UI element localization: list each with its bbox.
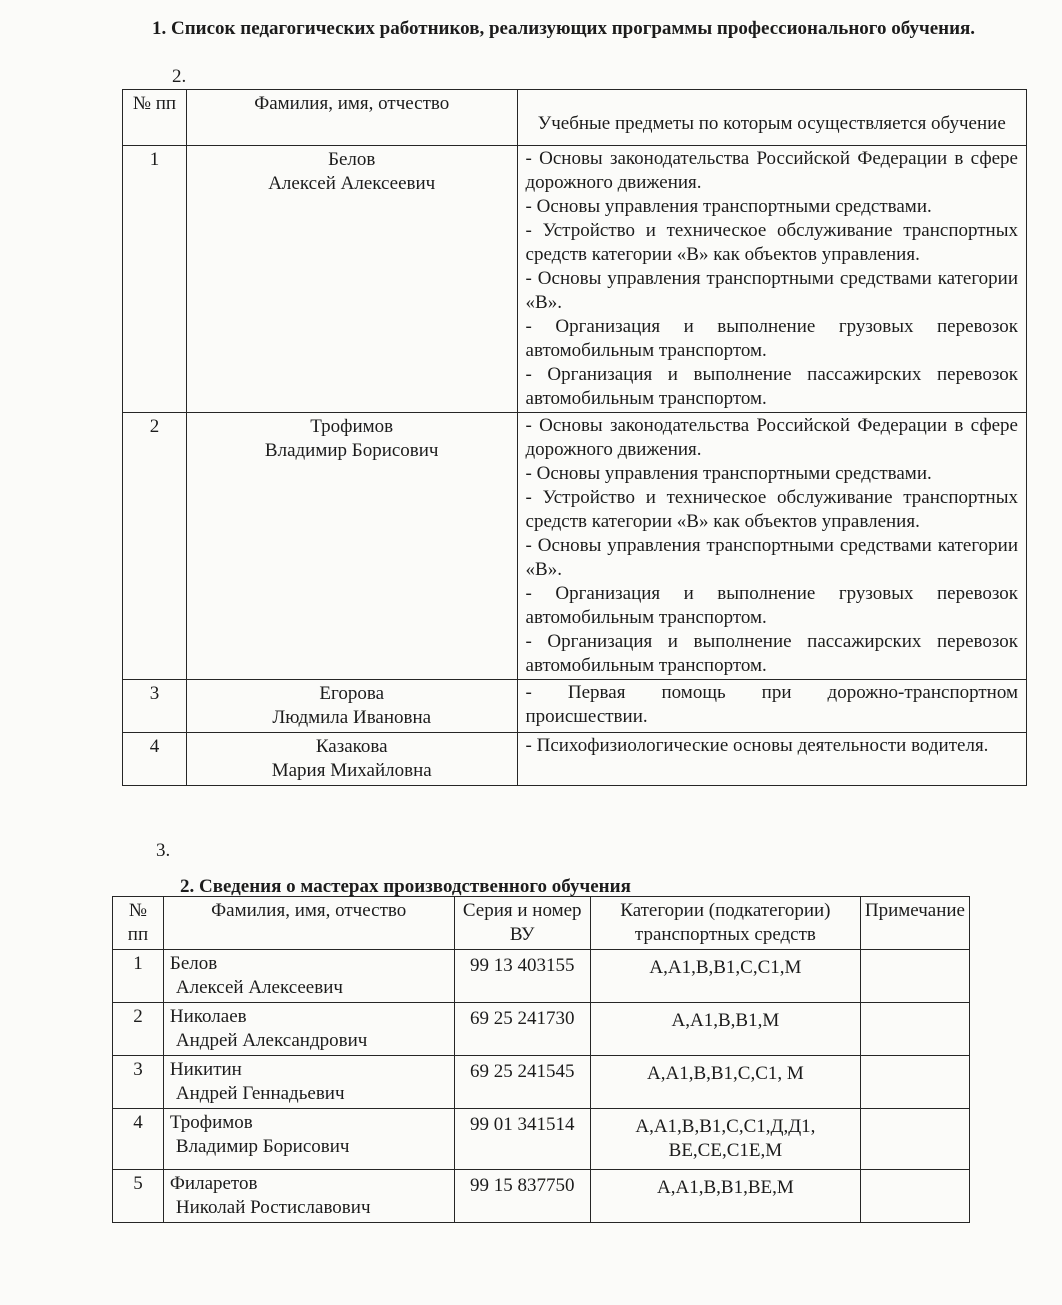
master-surname: Филаретов	[169, 1173, 258, 1194]
teacher-subjects	[517, 680, 1026, 733]
teacher-name-line: Белов	[328, 149, 376, 170]
table-row	[113, 1056, 970, 1109]
master-name	[163, 1056, 454, 1109]
table-row	[123, 680, 1027, 733]
vehicle-categories: А,А1,В,В1,ВЕ,М	[590, 1170, 860, 1223]
master-name	[163, 1170, 454, 1223]
subject-item: - Психофизиологические основы деятельности водителя.	[525, 735, 989, 756]
note-cell	[860, 1056, 969, 1109]
note-cell	[860, 1170, 969, 1223]
masters-table-header	[113, 897, 970, 950]
master-given-names: Николай Ростиславович	[175, 1197, 371, 1218]
section2-title: 2. Сведения о мастерах производственного обучения	[180, 876, 631, 897]
header-num: № пп	[123, 90, 187, 146]
table-row	[123, 146, 1027, 413]
header-note: Примечание	[860, 897, 969, 950]
vehicle-categories: А,А1,В,В1,С,С1, М	[590, 1056, 860, 1109]
teacher-name-line: Алексей Алексеевич	[268, 173, 436, 194]
subject-item: - Основы управления транспортными средствами категории «В».	[525, 535, 1018, 580]
teacher-name-line: Людмила Ивановна	[272, 707, 432, 728]
subject-item: - Первая помощь при дорожно-транспортном происшествии.	[525, 682, 1018, 727]
header-subjects: Учебные предметы по которым осуществляется обучение	[517, 90, 1026, 146]
subject-item: - Организация и выполнение пассажирских перевозок автомобильным транспортом.	[525, 631, 1018, 676]
subject-item: - Организация и выполнение грузовых перевозок автомобильным транспортом.	[525, 316, 1018, 361]
header-name: Фамилия, имя, отчество	[186, 90, 517, 146]
table-row	[113, 1109, 970, 1170]
table-row	[113, 950, 970, 1003]
teacher-name-line: Владимир Борисович	[264, 440, 439, 461]
license-series-number: 99 15 837750	[454, 1170, 590, 1223]
masters-table	[112, 896, 970, 1223]
row-number: 4	[123, 733, 187, 786]
vehicle-categories: А,А1,В,В1,С,С1,Д,Д1, ВЕ,СЕ,С1Е,М	[590, 1109, 860, 1170]
license-series-number: 99 13 403155	[454, 950, 590, 1003]
teacher-name-line: Трофимов	[310, 416, 394, 437]
master-given-names: Алексей Алексеевич	[175, 977, 343, 998]
master-name	[163, 1003, 454, 1056]
row-number: 3	[123, 680, 187, 733]
row-number: 2	[123, 413, 187, 680]
vehicle-categories: А,А1,В,В1,М	[590, 1003, 860, 1056]
master-surname: Никитин	[169, 1059, 242, 1080]
master-given-names: Андрей Геннадьевич	[175, 1083, 345, 1104]
teacher-name	[186, 146, 517, 413]
subject-item: - Основы управления транспортными средствами категории «В».	[525, 268, 1018, 313]
master-surname: Белов	[169, 953, 218, 974]
table-row	[113, 1003, 970, 1056]
teacher-name	[186, 733, 517, 786]
note-cell	[860, 1109, 969, 1170]
license-series-number: 69 25 241545	[454, 1056, 590, 1109]
master-name	[163, 950, 454, 1003]
subject-item: - Организация и выполнение пассажирских перевозок автомобильным транспортом.	[525, 364, 1018, 409]
table-row	[123, 413, 1027, 680]
row-number: 2	[113, 1003, 164, 1056]
row-number: 1	[113, 950, 164, 1003]
teacher-name	[186, 413, 517, 680]
list-marker-2: 2.	[172, 66, 187, 87]
subject-item: - Устройство и техническое обслуживание транспортных средств категории «В» как объектов управления.	[525, 487, 1018, 532]
section1-title: 1. Список педагогических работников, реализующих программы профессионального обучения.	[152, 18, 976, 39]
license-series-number: 99 01 341514	[454, 1109, 590, 1170]
header-name: Фамилия, имя, отчество	[163, 897, 454, 950]
teacher-subjects	[517, 413, 1026, 680]
teacher-name-line: Казакова	[315, 736, 388, 757]
note-cell	[860, 950, 969, 1003]
subject-item: - Основы управления транспортными средствами.	[525, 196, 932, 217]
subject-item: - Организация и выполнение грузовых перевозок автомобильным транспортом.	[525, 583, 1018, 628]
subject-item: - Основы законодательства Российской Федерации в сфере дорожного движения.	[525, 148, 1018, 193]
teacher-subjects	[517, 733, 1026, 786]
master-given-names: Владимир Борисович	[175, 1136, 350, 1157]
teacher-name	[186, 680, 517, 733]
subject-item: - Основы управления транспортными средствами.	[525, 463, 932, 484]
table-row	[113, 1170, 970, 1223]
subject-item: - Устройство и техническое обслуживание транспортных средств категории «В» как объектов управления.	[525, 220, 1018, 265]
master-given-names: Андрей Александрович	[175, 1030, 368, 1051]
master-surname: Николаев	[169, 1006, 247, 1027]
teacher-subjects	[517, 146, 1026, 413]
row-number: 1	[123, 146, 187, 413]
subject-item: - Основы законодательства Российской Федерации в сфере дорожного движения.	[525, 415, 1018, 460]
row-number: 4	[113, 1109, 164, 1170]
header-num: № пп	[113, 897, 164, 950]
master-name	[163, 1109, 454, 1170]
teacher-name-line: Мария Михайловна	[271, 760, 432, 781]
row-number: 5	[113, 1170, 164, 1223]
teachers-table-header	[123, 90, 1027, 146]
license-series-number: 69 25 241730	[454, 1003, 590, 1056]
header-categories: Категории (подкатегории) транспортных средств	[590, 897, 860, 950]
note-cell	[860, 1003, 969, 1056]
header-series: Серия и номер ВУ	[454, 897, 590, 950]
master-surname: Трофимов	[169, 1112, 253, 1133]
row-number: 3	[113, 1056, 164, 1109]
teachers-table	[122, 89, 1027, 786]
list-marker-3: 3.	[156, 840, 171, 861]
teacher-name-line: Егорова	[319, 683, 385, 704]
table-row	[123, 733, 1027, 786]
vehicle-categories: А,А1,В,В1,С,С1,М	[590, 950, 860, 1003]
